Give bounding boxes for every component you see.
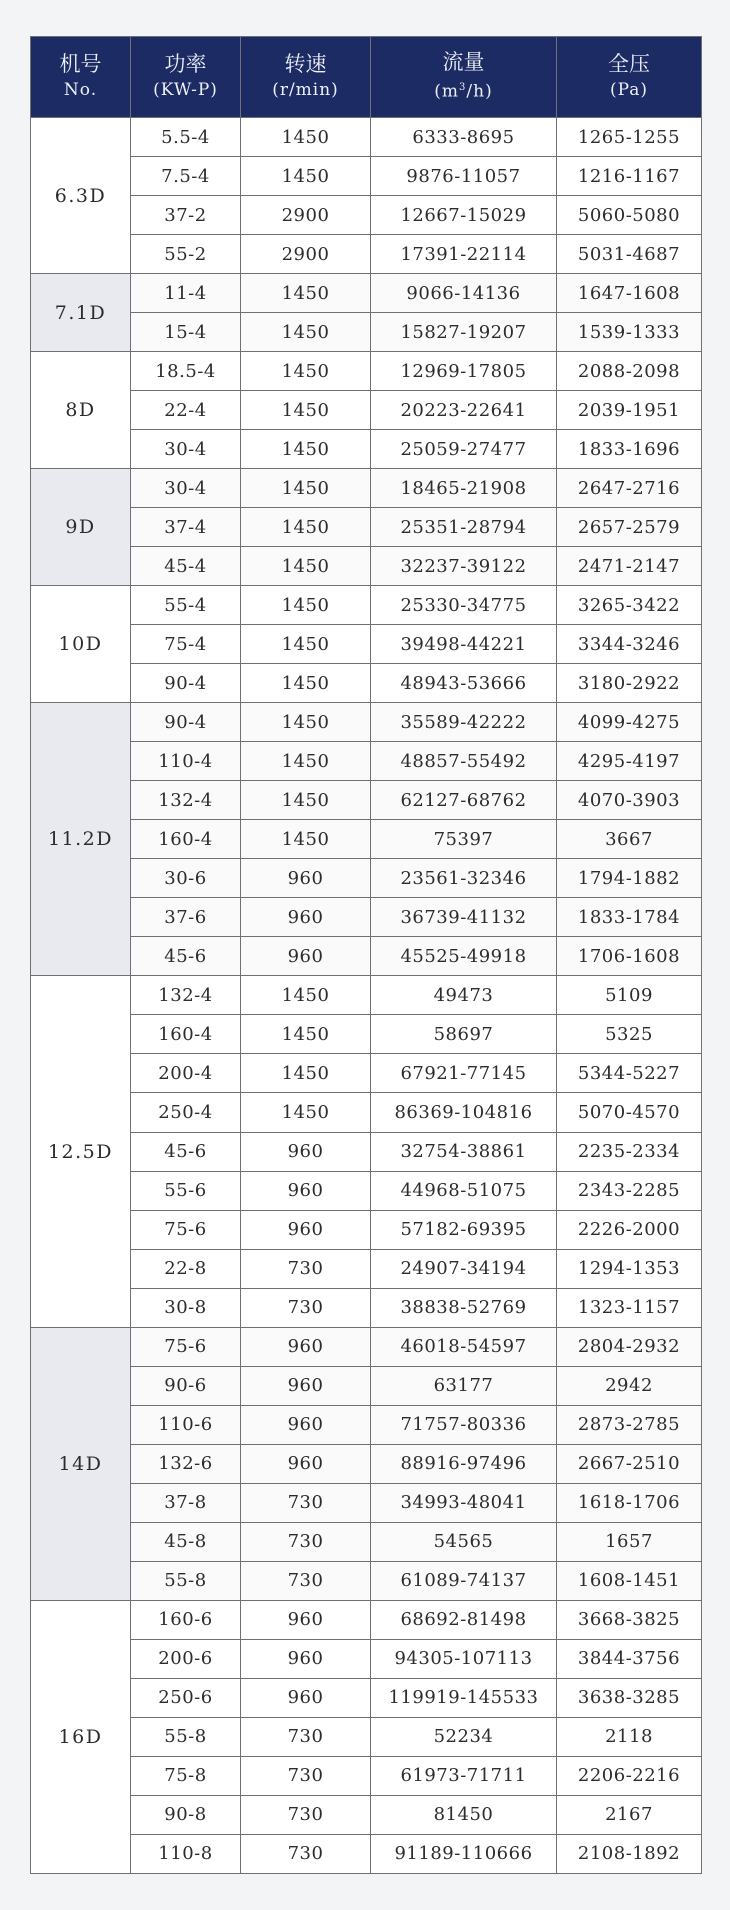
flow-cell: 45525-49918	[371, 937, 557, 976]
header-speed	[241, 37, 371, 118]
speed-cell: 1450	[241, 313, 371, 352]
pressure-cell: 2667-2510	[557, 1444, 702, 1483]
model-cell: 16D	[31, 1600, 131, 1873]
flow-cell: 94305-107113	[371, 1639, 557, 1678]
table-row	[31, 1756, 702, 1795]
table-row	[31, 235, 702, 274]
speed-cell: 960	[241, 898, 371, 937]
flow-cell: 25351-28794	[371, 508, 557, 547]
power-cell: 55-8	[131, 1717, 241, 1756]
pressure-cell: 3844-3756	[557, 1639, 702, 1678]
flow-cell: 81450	[371, 1795, 557, 1834]
header-speed-en: (r/min)	[272, 80, 339, 100]
pressure-cell: 2226-2000	[557, 1210, 702, 1249]
pressure-cell: 1706-1608	[557, 937, 702, 976]
table-row	[31, 1288, 702, 1327]
power-cell: 90-8	[131, 1795, 241, 1834]
flow-cell: 54565	[371, 1522, 557, 1561]
header-flow-en-suffix: /h)	[466, 81, 493, 102]
model-cell: 12.5D	[31, 976, 131, 1327]
flow-cell: 63177	[371, 1366, 557, 1405]
table-row	[31, 859, 702, 898]
pressure-cell: 1618-1706	[557, 1483, 702, 1522]
flow-cell: 9066-14136	[371, 274, 557, 313]
flow-cell: 48857-55492	[371, 742, 557, 781]
header-flow-en-prefix: (m	[434, 81, 460, 102]
pressure-cell: 2657-2579	[557, 508, 702, 547]
header-pressure-en: (Pa)	[609, 80, 649, 100]
flow-cell: 32754-38861	[371, 1132, 557, 1171]
table-row	[31, 937, 702, 976]
pressure-cell: 2108-1892	[557, 1834, 702, 1873]
pressure-cell: 2343-2285	[557, 1171, 702, 1210]
model-group	[31, 703, 702, 976]
table-row	[31, 1639, 702, 1678]
flow-cell: 67921-77145	[371, 1054, 557, 1093]
speed-cell: 960	[241, 1600, 371, 1639]
power-cell: 200-4	[131, 1054, 241, 1093]
power-cell: 75-4	[131, 625, 241, 664]
model-group	[31, 976, 702, 1327]
flow-cell: 68692-81498	[371, 1600, 557, 1639]
power-cell: 110-6	[131, 1405, 241, 1444]
speed-cell: 730	[241, 1288, 371, 1327]
power-cell: 22-4	[131, 391, 241, 430]
speed-cell: 1450	[241, 274, 371, 313]
header-flow-en	[371, 75, 556, 105]
table-row	[31, 1522, 702, 1561]
model-group	[31, 469, 702, 586]
flow-cell: 58697	[371, 1015, 557, 1054]
table-row	[31, 625, 702, 664]
table-row	[31, 313, 702, 352]
table-row	[31, 1015, 702, 1054]
speed-cell: 730	[241, 1834, 371, 1873]
flow-cell: 9876-11057	[371, 157, 557, 196]
header-pressure	[557, 37, 702, 118]
flow-cell: 57182-69395	[371, 1210, 557, 1249]
header-row	[31, 37, 702, 118]
speed-cell: 1450	[241, 625, 371, 664]
speed-cell: 1450	[241, 976, 371, 1015]
flow-cell: 18465-21908	[371, 469, 557, 508]
table-row	[31, 430, 702, 469]
table-row	[31, 1600, 702, 1639]
power-cell: 110-4	[131, 742, 241, 781]
flow-cell: 12969-17805	[371, 352, 557, 391]
pressure-cell: 2804-2932	[557, 1327, 702, 1366]
flow-cell: 75397	[371, 820, 557, 859]
pressure-cell: 4070-3903	[557, 781, 702, 820]
pressure-cell: 2873-2785	[557, 1405, 702, 1444]
flow-cell: 17391-22114	[371, 235, 557, 274]
pressure-cell: 5109	[557, 976, 702, 1015]
table-row	[31, 1210, 702, 1249]
header-power-cn: 功率	[164, 52, 207, 76]
flow-cell: 32237-39122	[371, 547, 557, 586]
speed-cell: 2900	[241, 196, 371, 235]
power-cell: 250-6	[131, 1678, 241, 1717]
speed-cell: 960	[241, 1171, 371, 1210]
model-group	[31, 1327, 702, 1600]
power-cell: 75-8	[131, 1756, 241, 1795]
flow-cell: 34993-48041	[371, 1483, 557, 1522]
flow-cell: 62127-68762	[371, 781, 557, 820]
pressure-cell: 2039-1951	[557, 391, 702, 430]
table-row	[31, 703, 702, 742]
speed-cell: 960	[241, 859, 371, 898]
power-cell: 37-6	[131, 898, 241, 937]
header-model	[31, 37, 131, 118]
speed-cell: 730	[241, 1795, 371, 1834]
pressure-cell: 5070-4570	[557, 1093, 702, 1132]
table-row	[31, 391, 702, 430]
pressure-cell: 1794-1882	[557, 859, 702, 898]
power-cell: 45-6	[131, 1132, 241, 1171]
speed-cell: 960	[241, 1132, 371, 1171]
power-cell: 30-4	[131, 430, 241, 469]
header-power	[131, 37, 241, 118]
power-cell: 30-6	[131, 859, 241, 898]
power-cell: 250-4	[131, 1093, 241, 1132]
speed-cell: 1450	[241, 508, 371, 547]
power-cell: 37-8	[131, 1483, 241, 1522]
flow-cell: 91189-110666	[371, 1834, 557, 1873]
pressure-cell: 5060-5080	[557, 196, 702, 235]
pressure-cell: 2088-2098	[557, 352, 702, 391]
header-flow-en-sup: 3	[459, 82, 467, 94]
power-cell: 55-6	[131, 1171, 241, 1210]
table-row	[31, 742, 702, 781]
speed-cell: 1450	[241, 1093, 371, 1132]
speed-cell: 960	[241, 937, 371, 976]
table-row	[31, 781, 702, 820]
power-cell: 45-4	[131, 547, 241, 586]
flow-cell: 35589-42222	[371, 703, 557, 742]
speed-cell: 960	[241, 1210, 371, 1249]
table-row	[31, 664, 702, 703]
flow-cell: 86369-104816	[371, 1093, 557, 1132]
pressure-cell: 1647-1608	[557, 274, 702, 313]
table-row	[31, 547, 702, 586]
power-cell: 7.5-4	[131, 157, 241, 196]
header-power-en: (KW-P)	[153, 80, 218, 100]
model-cell: 14D	[31, 1327, 131, 1600]
pressure-cell: 5344-5227	[557, 1054, 702, 1093]
speed-cell: 730	[241, 1522, 371, 1561]
speed-cell: 1450	[241, 1054, 371, 1093]
power-cell: 55-4	[131, 586, 241, 625]
table-row	[31, 1366, 702, 1405]
header-model-cn: 机号	[59, 52, 102, 76]
table-row	[31, 352, 702, 391]
flow-cell: 46018-54597	[371, 1327, 557, 1366]
flow-cell: 36739-41132	[371, 898, 557, 937]
speed-cell: 1450	[241, 547, 371, 586]
pressure-cell: 3668-3825	[557, 1600, 702, 1639]
power-cell: 110-8	[131, 1834, 241, 1873]
table-row	[31, 274, 702, 313]
table-row	[31, 118, 702, 157]
table-row	[31, 1795, 702, 1834]
table-row	[31, 1561, 702, 1600]
pressure-cell: 1833-1784	[557, 898, 702, 937]
table-header	[31, 37, 702, 118]
power-cell: 45-8	[131, 1522, 241, 1561]
power-cell: 90-4	[131, 664, 241, 703]
pressure-cell: 3180-2922	[557, 664, 702, 703]
power-cell: 30-4	[131, 469, 241, 508]
flow-cell: 71757-80336	[371, 1405, 557, 1444]
pressure-cell: 1216-1167	[557, 157, 702, 196]
pressure-cell: 1539-1333	[557, 313, 702, 352]
speed-cell: 960	[241, 1405, 371, 1444]
header-flow-cn: 流量	[442, 50, 485, 75]
table-row	[31, 196, 702, 235]
model-cell: 6.3D	[31, 118, 131, 274]
speed-cell: 1450	[241, 586, 371, 625]
flow-cell: 48943-53666	[371, 664, 557, 703]
table-row	[31, 1444, 702, 1483]
speed-cell: 960	[241, 1327, 371, 1366]
model-group	[31, 118, 702, 274]
pressure-cell: 1265-1255	[557, 118, 702, 157]
flow-cell: 61089-74137	[371, 1561, 557, 1600]
model-group	[31, 274, 702, 352]
speed-cell: 1450	[241, 664, 371, 703]
power-cell: 160-6	[131, 1600, 241, 1639]
table-row	[31, 586, 702, 625]
speed-cell: 960	[241, 1444, 371, 1483]
speed-cell: 960	[241, 1639, 371, 1678]
power-cell: 30-8	[131, 1288, 241, 1327]
flow-cell: 25059-27477	[371, 430, 557, 469]
power-cell: 15-4	[131, 313, 241, 352]
pressure-cell: 2647-2716	[557, 469, 702, 508]
model-cell: 9D	[31, 469, 131, 586]
power-cell: 75-6	[131, 1210, 241, 1249]
speed-cell: 730	[241, 1756, 371, 1795]
pressure-cell: 4295-4197	[557, 742, 702, 781]
flow-cell: 6333-8695	[371, 118, 557, 157]
power-cell: 18.5-4	[131, 352, 241, 391]
speed-cell: 1450	[241, 820, 371, 859]
speed-cell: 960	[241, 1366, 371, 1405]
flow-cell: 24907-34194	[371, 1249, 557, 1288]
fan-performance-table	[30, 36, 702, 1874]
table-row	[31, 469, 702, 508]
speed-cell: 1450	[241, 469, 371, 508]
table-row	[31, 508, 702, 547]
model-cell: 11.2D	[31, 703, 131, 976]
pressure-cell: 3638-3285	[557, 1678, 702, 1717]
pressure-cell: 1657	[557, 1522, 702, 1561]
speed-cell: 730	[241, 1483, 371, 1522]
pressure-cell: 2235-2334	[557, 1132, 702, 1171]
power-cell: 55-8	[131, 1561, 241, 1600]
model-cell: 8D	[31, 352, 131, 469]
power-cell: 45-6	[131, 937, 241, 976]
header-pressure-cn: 全压	[608, 52, 650, 76]
pressure-cell: 5325	[557, 1015, 702, 1054]
model-group	[31, 586, 702, 703]
flow-cell: 15827-19207	[371, 313, 557, 352]
pressure-cell: 2471-2147	[557, 547, 702, 586]
flow-cell: 49473	[371, 976, 557, 1015]
flow-cell: 88916-97496	[371, 1444, 557, 1483]
header-flow	[371, 37, 557, 118]
power-cell: 5.5-4	[131, 118, 241, 157]
speed-cell: 730	[241, 1561, 371, 1600]
flow-cell: 23561-32346	[371, 859, 557, 898]
power-cell: 200-6	[131, 1639, 241, 1678]
speed-cell: 1450	[241, 157, 371, 196]
table-row	[31, 1717, 702, 1756]
pressure-cell: 1294-1353	[557, 1249, 702, 1288]
flow-cell: 20223-22641	[371, 391, 557, 430]
pressure-cell: 3265-3422	[557, 586, 702, 625]
power-cell: 22-8	[131, 1249, 241, 1288]
speed-cell: 1450	[241, 703, 371, 742]
table-row	[31, 1678, 702, 1717]
table-row	[31, 1249, 702, 1288]
power-cell: 37-2	[131, 196, 241, 235]
table-row	[31, 1327, 702, 1366]
table-row	[31, 1483, 702, 1522]
table-row	[31, 1171, 702, 1210]
flow-cell: 52234	[371, 1717, 557, 1756]
table-row	[31, 157, 702, 196]
pressure-cell: 1323-1157	[557, 1288, 702, 1327]
pressure-cell: 2118	[557, 1717, 702, 1756]
table-row	[31, 898, 702, 937]
speed-cell: 1450	[241, 781, 371, 820]
speed-cell: 1450	[241, 742, 371, 781]
speed-cell: 1450	[241, 1015, 371, 1054]
pressure-cell: 1608-1451	[557, 1561, 702, 1600]
table-row	[31, 1093, 702, 1132]
speed-cell: 2900	[241, 235, 371, 274]
pressure-cell: 4099-4275	[557, 703, 702, 742]
power-cell: 37-4	[131, 508, 241, 547]
model-cell: 10D	[31, 586, 131, 703]
speed-cell: 1450	[241, 352, 371, 391]
header-speed-cn: 转速	[284, 52, 327, 76]
power-cell: 160-4	[131, 1015, 241, 1054]
flow-cell: 25330-34775	[371, 586, 557, 625]
power-cell: 55-2	[131, 235, 241, 274]
power-cell: 11-4	[131, 274, 241, 313]
table-row	[31, 1405, 702, 1444]
pressure-cell: 3344-3246	[557, 625, 702, 664]
speed-cell: 730	[241, 1717, 371, 1756]
model-group	[31, 1600, 702, 1873]
pressure-cell: 2942	[557, 1366, 702, 1405]
table-row	[31, 820, 702, 859]
pressure-cell: 2167	[557, 1795, 702, 1834]
flow-cell: 38838-52769	[371, 1288, 557, 1327]
power-cell: 132-4	[131, 781, 241, 820]
speed-cell: 1450	[241, 118, 371, 157]
flow-cell: 39498-44221	[371, 625, 557, 664]
table-row	[31, 1132, 702, 1171]
speed-cell: 730	[241, 1249, 371, 1288]
pressure-cell: 1833-1696	[557, 430, 702, 469]
speed-cell: 960	[241, 1678, 371, 1717]
power-cell: 90-4	[131, 703, 241, 742]
flow-cell: 12667-15029	[371, 196, 557, 235]
speed-cell: 1450	[241, 391, 371, 430]
model-cell: 7.1D	[31, 274, 131, 352]
flow-cell: 44968-51075	[371, 1171, 557, 1210]
table-row	[31, 1834, 702, 1873]
pressure-cell: 5031-4687	[557, 235, 702, 274]
speed-cell: 1450	[241, 430, 371, 469]
power-cell: 75-6	[131, 1327, 241, 1366]
power-cell: 90-6	[131, 1366, 241, 1405]
table-row	[31, 976, 702, 1015]
power-cell: 132-6	[131, 1444, 241, 1483]
header-model-en: No.	[63, 80, 98, 100]
flow-cell: 119919-145533	[371, 1678, 557, 1717]
pressure-cell: 2206-2216	[557, 1756, 702, 1795]
table-row	[31, 1054, 702, 1093]
model-group	[31, 352, 702, 469]
power-cell: 160-4	[131, 820, 241, 859]
power-cell: 132-4	[131, 976, 241, 1015]
flow-cell: 61973-71711	[371, 1756, 557, 1795]
pressure-cell: 3667	[557, 820, 702, 859]
